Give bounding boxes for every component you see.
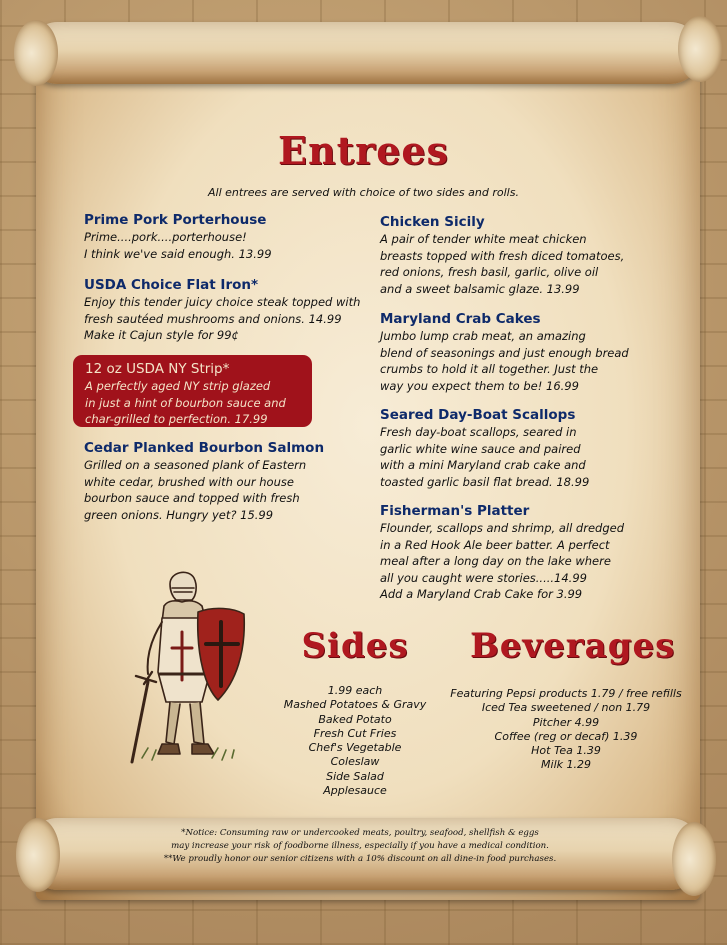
page-title: Entrees [278, 128, 449, 173]
list-item: Pitcher 4.99 [532, 715, 600, 729]
list-item: Featuring Pepsi products 1.79 / free refills [450, 687, 682, 700]
item-description: Enjoy this tender juicy choice steak topped with fresh sautéed mushrooms and onions. 14.99 Make it Cajun style for 99¢ [84, 295, 361, 342]
item-name: Cedar Planked Bourbon Salmon [84, 440, 325, 456]
list-item: 1.99 each [327, 684, 383, 697]
scroll-bottom-right-end [672, 822, 716, 896]
list-item: Fresh Cut Fries [313, 726, 397, 740]
list-item: Coleslaw [330, 755, 380, 769]
featured-item-box [73, 355, 312, 427]
list-item: Baked Potato [318, 712, 392, 726]
notice-line: *Notice: Consuming raw or undercooked meats, poultry, seafood, shellfish & eggs [181, 828, 539, 838]
notice-line: **We proudly honor our senior citizens with a 10% discount on all dine-in food purchases. [163, 854, 557, 864]
item-name: USDA Choice Flat Iron* [84, 277, 259, 293]
menu-item [380, 214, 680, 297]
notice-text [120, 827, 600, 866]
list-item: Milk 1.29 [541, 758, 591, 772]
item-description: Prime....pork....porterhouse! I think we've said enough. 13.99 [84, 230, 272, 261]
menu-item [84, 277, 374, 344]
item-name: Maryland Crab Cakes [380, 311, 541, 327]
item-description: Grilled on a seasoned plank of Eastern white cedar, brushed with our house bourbon sauce and topped with fresh green onions. Hungry yet? 15.99 [84, 458, 307, 522]
list-item: Hot Tea 1.39 [531, 744, 601, 758]
list-item: Side Salad [326, 769, 384, 783]
menu-item-featured [85, 361, 310, 428]
entrees-note: All entrees are served with choice of two sides and rolls. [208, 186, 519, 199]
knight-illustration [122, 562, 252, 772]
list-item: Iced Tea sweetened / non 1.79 [481, 701, 651, 715]
sides-list [270, 684, 440, 798]
menu-item [380, 407, 680, 490]
menu-item [380, 311, 680, 394]
list-item: Chef's Vegetable [308, 741, 402, 755]
scroll-top-roll [28, 22, 700, 84]
menu-item [84, 212, 364, 262]
item-name: Seared Day-Boat Scallops [380, 407, 576, 423]
scroll-top-right-end [678, 16, 722, 82]
scroll-top-left-end [14, 20, 58, 86]
item-description: A perfectly aged NY strip glazed in just a hint of bourbon sauce and char-grilled to perfection. 17.99 [85, 379, 286, 426]
item-name: 12 oz USDA NY Strip* [85, 361, 230, 377]
list-item: Coffee (reg or decaf) 1.39 [494, 729, 638, 743]
item-description: Jumbo lump crab meat, an amazing blend of seasonings and just enough bread crumbs to hold it all together. Just the way you expect them to be! 16.99 [380, 329, 629, 393]
beverages-title: Beverages [470, 626, 676, 666]
item-description: Fresh day-boat scallops, seared in garlic white wine sauce and paired with a mini Maryland crab cake and toasted garlic basil flat bread. 18.99 [380, 425, 590, 489]
item-description: A pair of tender white meat chicken breasts topped with fresh diced tomatoes, red onions, fresh basil, garlic, olive oil and a sweet balsamic glaze. 13.99 [380, 232, 625, 296]
item-description: Flounder, scallops and shrimp, all dredged in a Red Hook Ale beer batter. A perfect meal after a long day on the lake where all you caught were stories.....14.99 Add a Maryland Crab Cake for 3.99 [380, 521, 624, 601]
sides-title: Sides [301, 626, 409, 666]
item-name: Prime Pork Porterhouse [84, 212, 267, 228]
menu-item [380, 503, 680, 603]
notice-line: may increase your risk of foodborne illness, especially if you have a medical condition. [171, 841, 549, 851]
list-item: Applesauce [323, 784, 387, 798]
item-name: Fisherman's Platter [380, 503, 530, 519]
beverages-list [448, 687, 684, 773]
menu-item [84, 440, 364, 523]
scroll-bottom-left-end [16, 818, 60, 892]
list-item: Mashed Potatoes & Gravy [283, 698, 427, 712]
item-name: Chicken Sicily [380, 214, 485, 230]
